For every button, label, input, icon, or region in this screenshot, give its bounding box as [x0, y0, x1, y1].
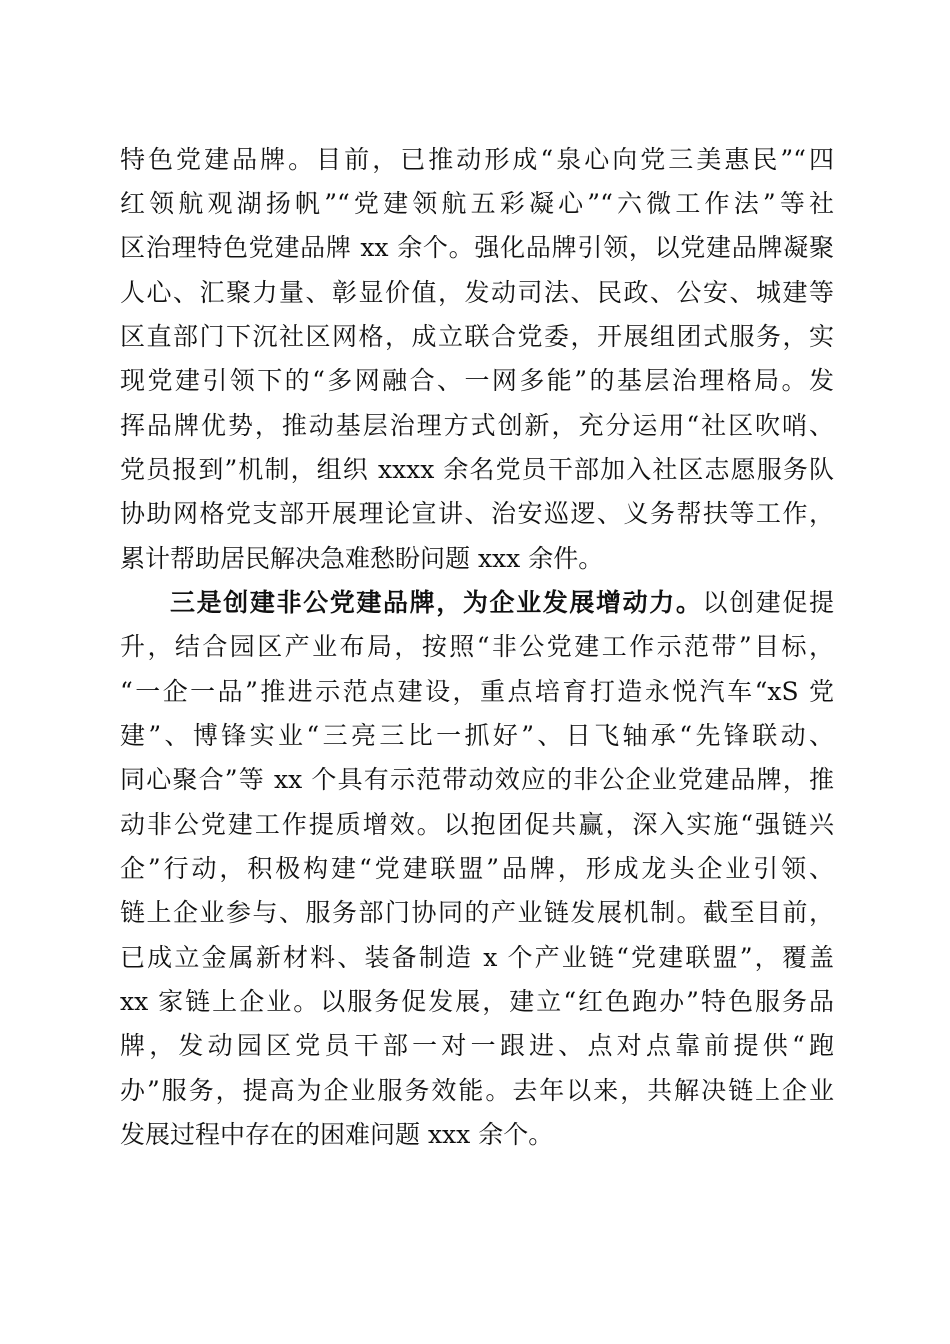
- text-line: 协助网格党支部开展理论宣讲、治安巡逻、义务帮扶等工作，: [120, 499, 834, 528]
- text-line: 牌，发动园区党员干部一对一跟进、点对点靠前提供“跑: [120, 1031, 834, 1060]
- text-line: 挥品牌优势，推动基层治理方式创新，充分运用“社区吹哨、: [120, 411, 834, 440]
- text-line: 链上企业参与、服务部门协同的产业链发展机制。截至目前，: [120, 898, 834, 927]
- text-line: 红领航观湖扬帆”“党建领航五彩凝心”“六微工作法”等社: [120, 189, 834, 218]
- first-line-rest: 以创建促提: [702, 588, 834, 617]
- text-line: 现党建引领下的“多网融合、一网多能”的基层治理格局。发: [120, 366, 834, 395]
- text-line: 党员报到”机制，组织 xxxx 余名党员干部加入社区志愿服务队: [120, 455, 834, 484]
- text-line: 区治理特色党建品牌 xx 余个。强化品牌引领，以党建品牌凝聚: [120, 233, 834, 262]
- text-line: 人心、汇聚力量、彰显价值，发动司法、民政、公安、城建等: [120, 278, 834, 307]
- text-line: 动非公党建工作提质增效。以抱团促共赢，深入实施“强链兴: [120, 810, 834, 839]
- text-line: 建”、博锋实业“三亮三比一抓好”、日飞轴承“先锋联动、: [120, 721, 834, 750]
- text-line: xx 家链上企业。以服务促发展，建立“红色跑办”特色服务品: [120, 987, 834, 1016]
- text-line: 办”服务，提高为企业服务效能。去年以来，共解决链上企业: [120, 1076, 834, 1105]
- text-line: 企”行动，积极构建“党建联盟”品牌，形成龙头企业引领、: [120, 854, 834, 883]
- text-line: 同心聚合”等 xx 个具有示范带动效应的非公企业党建品牌，推: [120, 765, 834, 794]
- text-line: “一企一品”推进示范点建设，重点培育打造永悦汽车“xS 党: [120, 677, 834, 706]
- paragraph-heading: 三是创建非公党建品牌，为企业发展增动力。: [170, 588, 703, 617]
- text-line: 已成立金属新材料、装备制造 x 个产业链“党建联盟”，覆盖: [120, 943, 834, 972]
- text-line: 特色党建品牌。目前，已推动形成“泉心向党三美惠民”“四: [120, 145, 834, 174]
- text-line: 升，结合园区产业布局，按照“非公党建工作示范带”目标，: [120, 632, 834, 661]
- text-line: 发展过程中存在的困难问题 xxx 余个。: [120, 1120, 554, 1149]
- text-line: 累计帮助居民解决急难愁盼问题 xxx 余件。: [120, 544, 604, 573]
- paragraph-2-first-line: [170, 586, 834, 620]
- text-line: 区直部门下沉社区网格，成立联合党委，开展组团式服务，实: [120, 322, 834, 351]
